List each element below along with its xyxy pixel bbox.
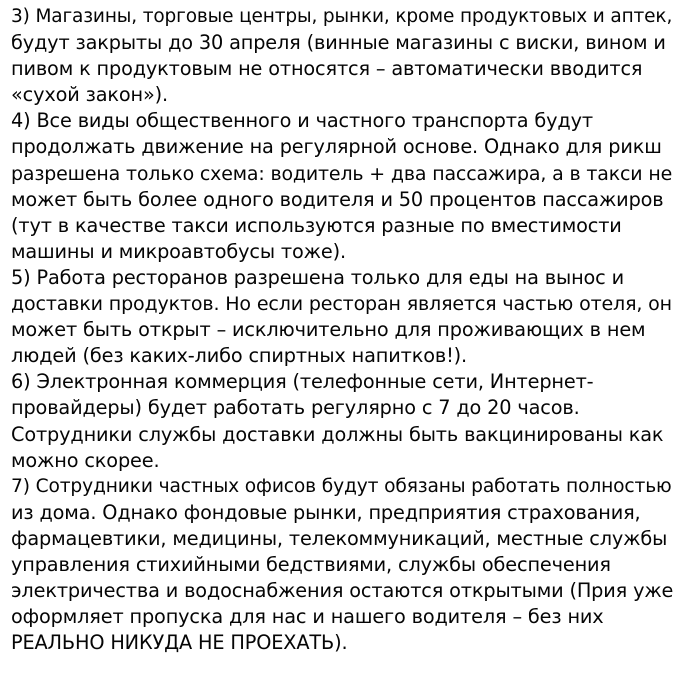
post-text-line: 3) Магазины, торговые центры, рынки, кроме продуктовых и аптек, — [11, 6, 673, 27]
post-text-line: 5) Работа ресторанов разрешена только для еды на вынос и — [11, 265, 624, 289]
post-text-line: Сотрудники службы доставки должны быть вакцинированы как — [11, 422, 664, 446]
post-text-line: 6) Электронная коммерция (телефонные сети, Интернет- — [11, 370, 594, 394]
post-text-line: продолжать движение на регулярной основе. Однако для рикш — [11, 135, 662, 159]
post-text-line: людей (без каких-либо спиртных напитков!). — [11, 344, 467, 368]
post-text-line: можно скорее. — [11, 448, 160, 472]
post-text-line: РЕАЛЬНО НИКУДА НЕ ПРОЕХАТЬ). — [11, 631, 348, 655]
post-text-line: пивом к продуктовым не относятся – автоматически вводится — [11, 57, 643, 81]
post-text-line: доставки продуктов. Но если ресторан является частью отеля, он — [11, 293, 672, 316]
post-text-line: оформляет пропуска для нас и нашего водителя – без них — [11, 605, 604, 629]
post-text-line: разрешена только схема: водитель + два пассажира, а в такси не — [11, 162, 673, 185]
post-text-line: 7) Сотрудники частных офисов будут обязаны работать полностью — [11, 475, 672, 497]
post-text-line: электричества и водоснабжения остаются открытыми (Прия уже — [11, 579, 674, 603]
post-text-line: будут закрыты до 30 апреля (винные магазины с виски, вином и — [11, 31, 666, 55]
post-text-line: может быть более одного водителя и 50 процентов пассажиров — [11, 187, 664, 211]
post-text-line: провайдеры) будет работать регулярно с 7 до 20 часов. — [11, 396, 580, 420]
post-text-line: 4) Все виды общественного и частного транспорта будут — [11, 109, 593, 133]
post-text-line: (тут в качестве такси используются разные по вместимости — [11, 213, 622, 237]
post-text-line: фармацевтики, медицины, телекоммуникаций, местные службы — [11, 526, 668, 550]
post-text-line: из дома. Однако фондовые рынки, предприятия страхования, — [11, 500, 641, 524]
post-text-line: управления стихийными бедствиями, службы обеспечения — [11, 552, 611, 576]
post-text-line: «сухой закон»). — [11, 83, 168, 107]
post-text-line: машины и микроавтобусы тоже). — [11, 239, 346, 263]
post-text-line: может быть открыт – исключительно для проживающих в нем — [11, 318, 646, 342]
